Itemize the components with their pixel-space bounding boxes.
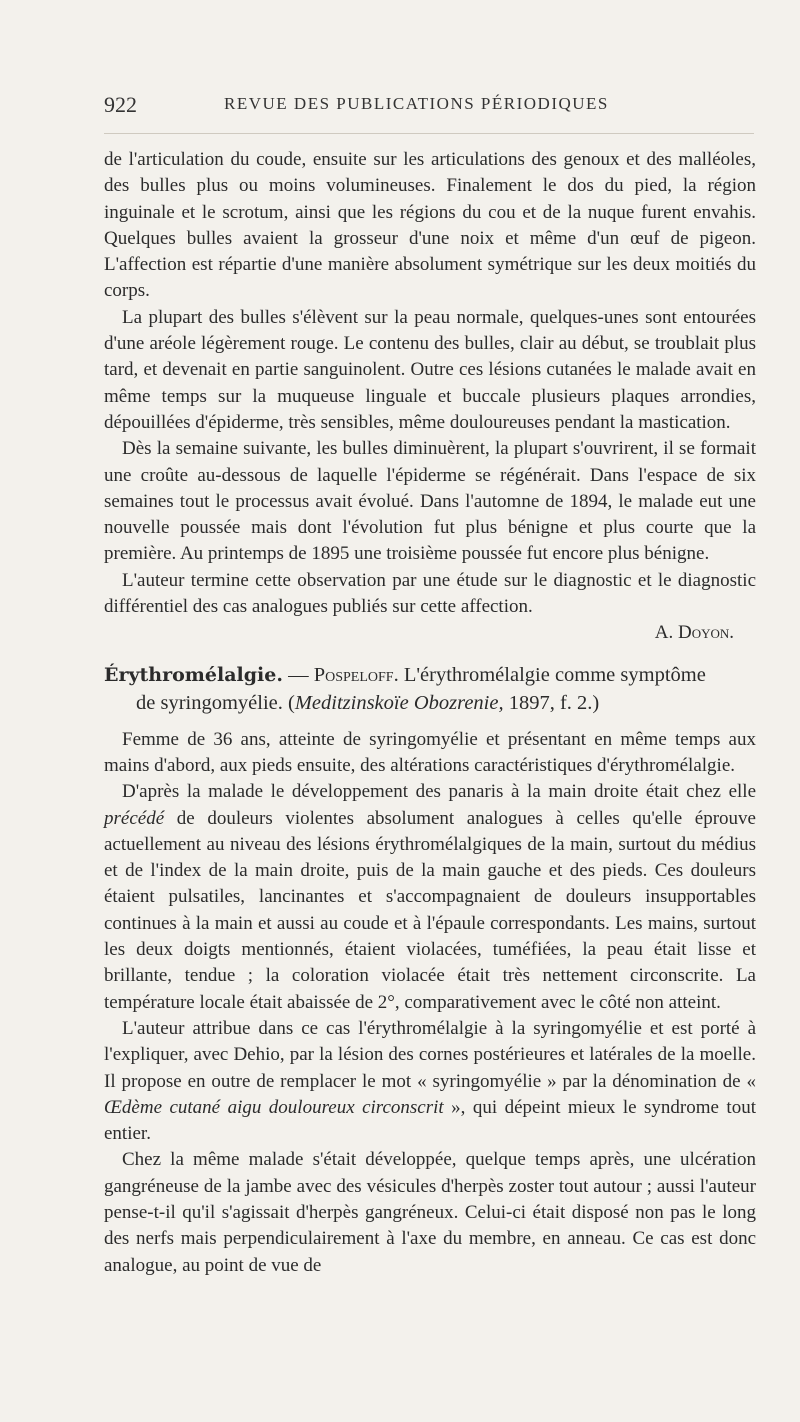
paragraph: Femme de 36 ans, atteinte de syringomyélie et présentant en même temps aux mains d'abord, aux pieds ensuite, des altérations caractéristiques d'érythromélalgie. <box>104 728 756 776</box>
paragraph: Chez la même malade s'était développée, quelque temps après, une ulcération gangréneuse de la jambe avec des vésicules d'herpès zoster tout autour ; aussi l'auteur pense-t-il qu'il s'agissait d'herpès gangréneux. Celui-ci était disposé non pas le long des nerfs mais perpendiculairement à l'axe du membre, en anneau. Ce cas est donc analogue, au point de vue de <box>104 1149 756 1276</box>
emphasis: précédé <box>104 807 165 829</box>
article-author: Pospeloff. <box>313 663 399 686</box>
paragraph <box>104 779 756 1016</box>
text-run: de douleurs violentes absolument analogues à celles qu'elle éprouve actuellement au niveau des lésions érythromélalgiques de la main, surtout du médius et de l'index de la main droite, puis de la main gauche et des pieds. Ces douleurs étaient pulsatiles, lancinantes et s'accompagnaient de douleurs insupportables continues à la main et aussi au coude et à l'épaule correspondants. Les mains, surtout les deux doigts mentionnés, étaient violacées, tuméfiées, la peau était lisse et brillante, tendue ; la coloration violacée était très nettement circonscrite. La température locale était abaissée de 2°, comparativement avec le côté non atteint. <box>104 807 756 1013</box>
page-number: 922 <box>104 92 137 117</box>
paragraph: Dès la semaine suivante, les bulles diminuèrent, la plupart s'ouvrirent, il se formait une croûte au-dessous de laquelle l'épiderme se régénérait. Dans l'espace de six semaines tout le processus avait évolué. Dans l'automne de 1894, le malade eut une nouvelle poussée mais dont l'évolution fut plus bénigne et plus courte que la première. Au printemps de 1895 une troisième poussée fut encore plus bénigne. <box>104 438 756 565</box>
text-run: D'après la malade le développement des panaris à la main droite était chez elle <box>122 781 756 803</box>
paragraph: L'auteur termine cette observation par une étude sur le diagnostic et le diagnostic différentiel des cas analogues publiés sur cette affection. <box>104 569 756 618</box>
body-text <box>104 147 756 1279</box>
article-journal: Meditzinskoïe Obozrenie, <box>294 691 504 714</box>
emphasis: Œdème cutané aigu douloureux circonscrit <box>104 1096 444 1118</box>
text-run: L'auteur attribue dans ce cas l'érythromélalgie à la syringomyélie et est porté à l'expliquer, avec Dehio, par la lésion des cornes postérieures et latérales de la moelle. Il propose en outre de remplacer le mot « syringomyélie » par la dénomination de « <box>104 1017 756 1092</box>
article-subject-2: de syringomyélie. ( <box>136 691 295 714</box>
page-header <box>104 92 754 120</box>
article-heading <box>104 661 756 717</box>
heading-dash: — <box>282 663 314 686</box>
article-title: Érythromélalgie. <box>104 663 283 686</box>
paragraph: La plupart des bulles s'élèvent sur la peau normale, quelques-unes sont entourées d'une aréole légèrement rouge. Le contenu des bulles, clair au début, se troublait plus tard, et devenait en partie sanguinolent. Outre ces lésions cutanées le malade avait en même temps sur la muqueuse linguale et buccale plusieurs plaques arrondies, dépouillées d'épiderme, très sensibles, même douloureuses pendant la mastication. <box>104 306 756 433</box>
running-head: REVUE DES PUBLICATIONS PÉRIODIQUES <box>224 94 609 113</box>
text-run: », qui dépeint mieux le syndrome tout entier. <box>104 1096 756 1145</box>
author-signature: A. Doyon. <box>654 622 734 644</box>
header-rule <box>104 133 754 134</box>
paragraph: de l'articulation du coude, ensuite sur les articulations des genoux et des malléoles, des bulles plus ou moins volumineuses. Finalement le dos du pied, la région inguinale et le scrotum, ainsi que les régions du cou et de la nuque furent envahis. Quelques bulles avaient la grosseur d'une noix et même d'un œuf de pigeon. L'affection est répartie d'une manière absolument symétrique sur les deux moitiés du corps. <box>104 149 756 302</box>
article-subject-1: L'érythromélalgie comme symptôme <box>398 663 706 686</box>
paragraph <box>104 1016 756 1147</box>
article-citation: 1897, f. 2.) <box>503 691 600 714</box>
